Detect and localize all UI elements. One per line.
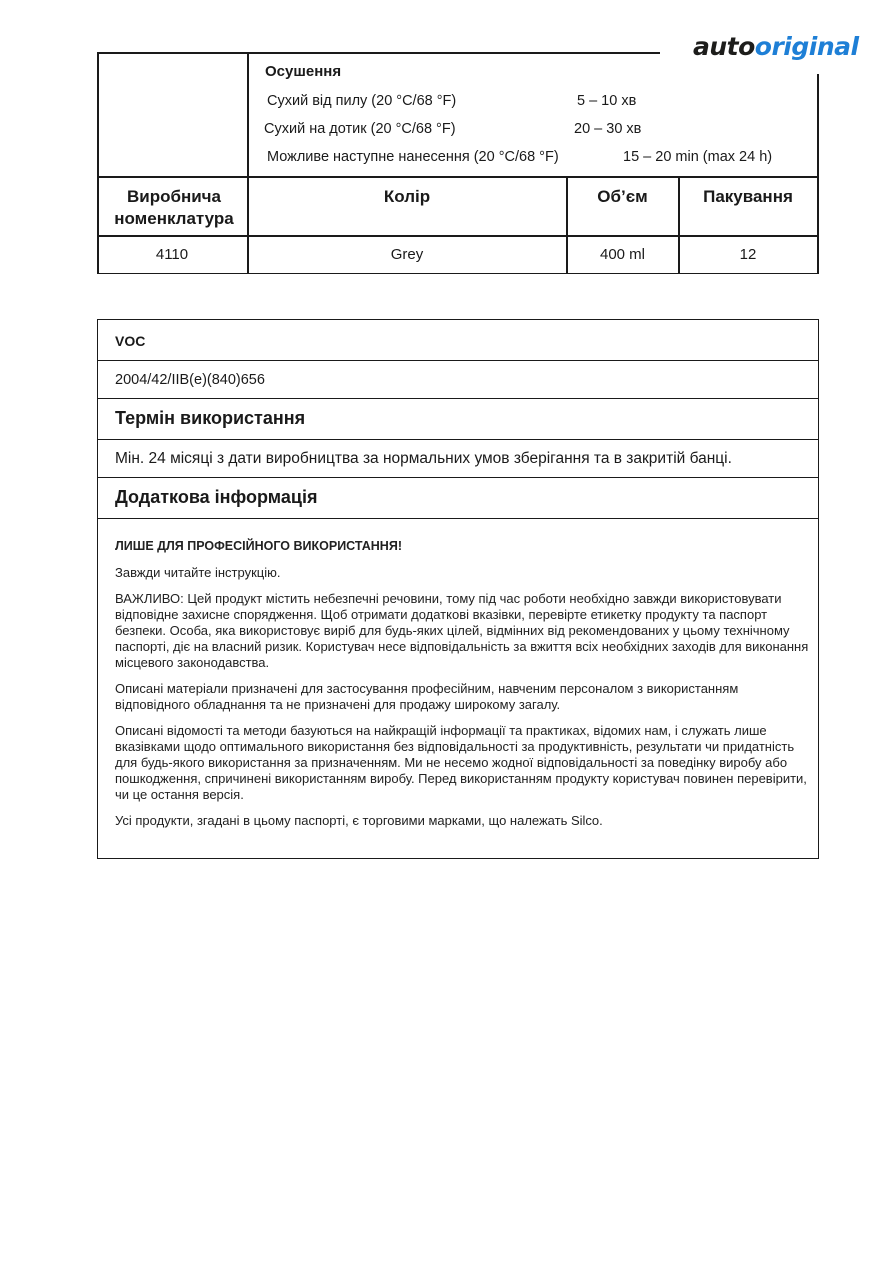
voc-heading-row [98,320,818,361]
logo-part-auto: auto [693,32,755,61]
info-paragraph: Завжди читайте інструкцію. [115,565,281,580]
shelf-life-heading: Термін використання [115,408,306,428]
additional-heading-row [98,478,818,519]
drying-heading: Осушення [265,63,342,80]
header-volume: Об’єм [597,187,648,206]
cell-volume: 400 ml [599,246,646,263]
drying-value: 5 – 10 хв [577,93,637,109]
header-nomenclature: Виробнича номенклатура [114,187,234,228]
header-color: Колір [383,187,431,206]
cell-packaging: 12 [739,246,757,263]
additional-info-text [115,538,811,839]
cell-nomenclature: 4110 [155,246,189,263]
logo-part-original: original [754,32,859,61]
drying-value: 15 – 20 min (max 24 h) [623,149,773,165]
drying-label: Сухий на дотик (20 °C/68 °F) [264,121,456,137]
voc-value-row [98,361,818,399]
drying-value: 20 – 30 хв [574,121,642,137]
info-paragraph: Описані відомості та методи базуються на найкращій інформації та практиках, відомих нам, і служать лише вказівками щодо оптимального використання без відповідальності за продуктивність, результати чи придатність для будь-якого використання за призначенням. Ми не несемо жодної відповідальності за поведінку виробу або пошкодження, спричинені використанням виробу. Перед використанням продукту користувач повинен перевірити, чи це остання версія. [115,723,807,802]
drying-label: Можливе наступне нанесення (20 °C/68 °F) [267,149,559,165]
info-paragraph: Описані матеріали призначені для застосування професійним, навченим персоналом з використанням відповідного обладнання та не призначені для продажу широкому загалу. [115,681,739,712]
shelf-life-text-row [98,440,818,478]
drying-and-product-table [97,52,819,274]
info-paragraph: ВАЖЛИВО: Цей продукт містить небезпечні речовини, тому під час роботи необхідно завжди використовувати відповідне захисне спорядження. Щоб отримати додаткові вказівки, перевірте етикетку продукту та паспорт безпеки. Особа, яка використовує виріб для будь-яких цілей, відмінних від рекомендованих у цьому технічному паспорті, діє на власний ризик. Користувач несе відповідальність за вжиття всіх необхідних заходів для виконання місцевого законодавства. [115,591,809,670]
header-packaging: Пакування [703,187,793,206]
shelf-life-heading-row [98,399,818,440]
info-paragraph: Усі продукти, згадані в цьому паспорті, є торговими марками, що належать Silco. [115,813,603,828]
drying-label: Сухий від пилу (20 °C/68 °F) [267,93,457,109]
cell-color: Grey [390,246,424,263]
professional-use-warning: ЛИШЕ ДЛЯ ПРОФЕСІЙНОГО ВИКОРИСТАННЯ! [115,539,402,553]
shelf-life-text: Мін. 24 місяці з дати виробництва за нормальних умов зберігання та в закритій банці. [115,450,732,467]
voc-heading: VOC [115,333,146,349]
voc-value: 2004/42/IIB(e)(840)656 [115,372,265,388]
additional-heading: Додаткова інформація [115,487,318,507]
info-box [97,319,819,859]
